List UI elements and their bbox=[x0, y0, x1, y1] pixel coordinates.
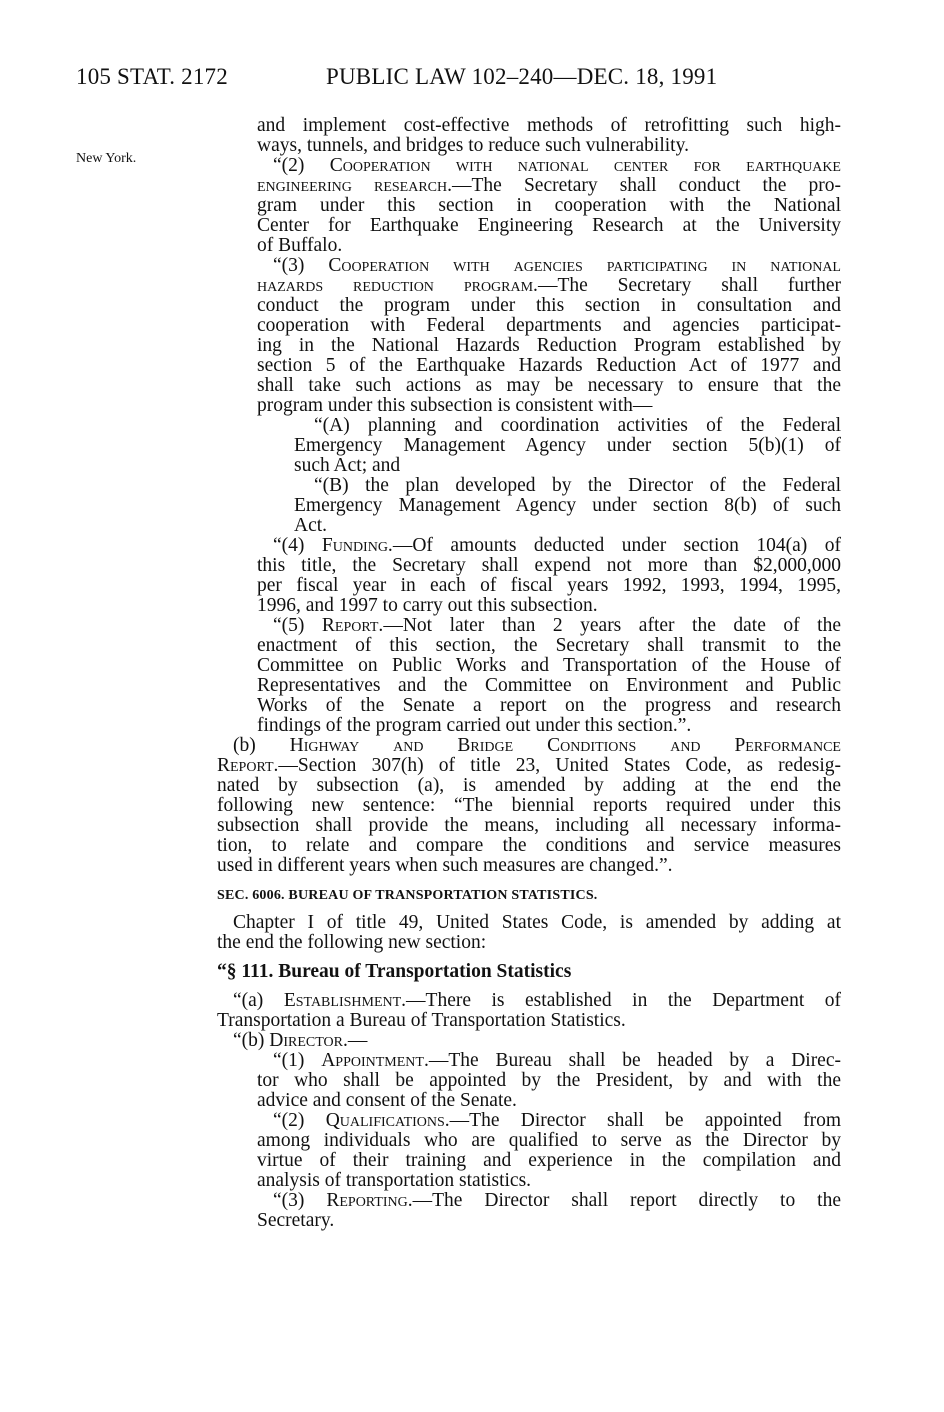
text-line bbox=[294, 516, 327, 536]
text-run: “(2) bbox=[273, 156, 330, 176]
text-line bbox=[273, 1051, 841, 1071]
text-line bbox=[257, 396, 652, 416]
text-run: gram under this section in cooperation with the National bbox=[257, 196, 841, 216]
text-run: “§ 111. Bureau of Transportation Statistics bbox=[217, 961, 572, 982]
text-line bbox=[294, 496, 841, 516]
text-line bbox=[217, 836, 841, 856]
text-run: Secretary. bbox=[257, 1210, 335, 1231]
text-run: nated by subsection (a), is amended by adding at the end the bbox=[217, 776, 841, 796]
text-run: per fiscal year in each of fiscal years 1992, 1993, 1994, 1995, bbox=[257, 576, 841, 596]
text-line bbox=[257, 1171, 531, 1191]
small-caps-heading: Qualifications. bbox=[325, 1111, 450, 1131]
small-caps-heading: Appointment. bbox=[321, 1051, 429, 1071]
text-line bbox=[257, 636, 841, 656]
text-run: program under this subsection is consistent with— bbox=[257, 395, 653, 416]
text-run: the end the following new section: bbox=[217, 932, 487, 953]
text-line bbox=[257, 1211, 334, 1231]
text-run: tion, to relate and compare the conditions and service measures bbox=[217, 836, 841, 856]
text-run: — bbox=[347, 1030, 368, 1051]
text-run: ways, tunnels, and bridges to reduce such vulnerability. bbox=[257, 135, 689, 156]
text-run: “(3) bbox=[273, 1191, 327, 1211]
small-caps-heading: engineering research. bbox=[257, 176, 453, 196]
text-run: used in different years when such measures are changed.”. bbox=[217, 855, 673, 876]
text-run: findings of the program carried out under this section.”. bbox=[257, 715, 692, 736]
text-run: conduct the program under this section in consultation and bbox=[257, 296, 841, 316]
margin-note: New York. bbox=[76, 151, 137, 166]
text-run: this title, the Secretary shall expend not more than $2,000,000 bbox=[257, 556, 841, 576]
text-run: among individuals who are qualified to serve as the Director by bbox=[257, 1131, 841, 1151]
text-line bbox=[273, 256, 841, 276]
text-line bbox=[314, 476, 841, 496]
text-line bbox=[233, 736, 841, 756]
text-line bbox=[257, 1091, 517, 1111]
text-line bbox=[217, 856, 673, 876]
text-run: Emergency Management Agency under section 5(b)(1) of bbox=[294, 436, 841, 456]
text-run: “(3) bbox=[273, 256, 329, 276]
text-run: —The Secretary shall conduct the pro- bbox=[452, 176, 841, 196]
text-line bbox=[257, 116, 841, 136]
text-run: of Buffalo. bbox=[257, 235, 343, 256]
text-run: Chapter I of title 49, United States Code, is amended by adding at bbox=[233, 913, 841, 933]
small-caps-heading: Reporting. bbox=[326, 1191, 413, 1211]
small-caps-heading: Report. bbox=[217, 756, 279, 776]
small-caps-heading: Cooperation with national center for earthquake bbox=[329, 156, 841, 176]
text-line bbox=[257, 1131, 841, 1151]
text-line bbox=[273, 1191, 841, 1211]
text-run: Representatives and the Committee on Environment and Public bbox=[257, 676, 841, 696]
text-line bbox=[257, 556, 841, 576]
small-caps-heading: Highway and Bridge Conditions and Performance bbox=[289, 736, 841, 756]
text-run: Works of the Senate a report on the progress and research bbox=[257, 696, 841, 716]
text-line bbox=[217, 1011, 626, 1031]
text-line bbox=[294, 436, 841, 456]
text-run: analysis of transportation statistics. bbox=[257, 1170, 532, 1191]
text-run: SEC. 6006. BUREAU OF TRANSPORTATION STATISTICS. bbox=[217, 888, 598, 903]
text-run: tor who shall be appointed by the President, by and with the bbox=[257, 1071, 841, 1091]
text-run: “(b) bbox=[233, 1030, 270, 1051]
text-run: following new sentence: “The biennial reports required under this bbox=[217, 796, 841, 816]
text-line bbox=[257, 656, 841, 676]
text-line bbox=[257, 196, 841, 216]
text-run: —The Director shall be appointed from bbox=[449, 1111, 841, 1131]
text-run: Committee on Public Works and Transportation of the House of bbox=[257, 656, 841, 676]
text-line bbox=[257, 696, 841, 716]
running-head: PUBLIC LAW 102–240—DEC. 18, 1991 bbox=[326, 64, 718, 89]
text-line bbox=[217, 776, 841, 796]
text-run: —There is established in the Department of bbox=[406, 991, 841, 1011]
text-line bbox=[257, 216, 841, 236]
text-line bbox=[273, 616, 841, 636]
text-line bbox=[273, 156, 841, 176]
text-line bbox=[257, 296, 841, 316]
text-run: “(1) bbox=[273, 1051, 322, 1071]
text-line bbox=[257, 1151, 841, 1171]
text-line bbox=[273, 1111, 841, 1131]
text-run: and implement cost-effective methods of retrofitting such high- bbox=[257, 116, 841, 136]
page-number: 105 STAT. 2172 bbox=[76, 64, 228, 89]
text-run: (b) bbox=[233, 736, 290, 756]
text-line bbox=[257, 136, 689, 156]
text-run: —Of amounts deducted under section 104(a) of bbox=[392, 536, 841, 556]
text-line bbox=[233, 913, 841, 933]
text-run: Act. bbox=[294, 515, 328, 536]
text-line bbox=[257, 716, 691, 736]
text-line bbox=[217, 756, 841, 776]
small-caps-heading: Establishment. bbox=[283, 991, 407, 1011]
text-line bbox=[257, 596, 598, 616]
text-run: Transportation a Bureau of Transportation Statistics. bbox=[217, 1010, 626, 1031]
small-caps-heading: Funding. bbox=[321, 536, 393, 556]
text-line bbox=[217, 933, 486, 953]
text-line bbox=[257, 356, 841, 376]
small-caps-heading: hazards reduction program. bbox=[257, 276, 538, 296]
text-run: —Section 307(h) of title 23, United States Code, as redesig- bbox=[278, 756, 841, 776]
text-run: “(5) bbox=[273, 616, 322, 636]
text-run: Center for Earthquake Engineering Research at the University bbox=[257, 216, 841, 236]
text-line bbox=[257, 376, 841, 396]
text-run: virtue of their training and experience in the compilation and bbox=[257, 1151, 841, 1171]
text-run: subsection shall provide the means, including all necessary informa- bbox=[217, 816, 841, 836]
text-line bbox=[257, 336, 841, 356]
text-run: —The Director shall report directly to the bbox=[412, 1191, 841, 1211]
text-run: —Not later than 2 years after the date of the bbox=[383, 616, 841, 636]
text-run: enactment of this section, the Secretary shall transmit to the bbox=[257, 636, 841, 656]
text-line bbox=[257, 276, 841, 296]
text-run: 1996, and 1997 to carry out this subsection. bbox=[257, 595, 598, 616]
text-run: —The Bureau shall be headed by a Direc- bbox=[428, 1051, 841, 1071]
text-line bbox=[257, 576, 841, 596]
text-line bbox=[217, 816, 841, 836]
text-run: Emergency Management Agency under section 8(b) of such bbox=[294, 496, 841, 516]
text-line bbox=[233, 991, 841, 1011]
text-run: such Act; and bbox=[294, 455, 401, 476]
section-title bbox=[217, 962, 571, 982]
text-run: “(B) the plan developed by the Director of the Federal bbox=[314, 476, 841, 496]
text-run: section 5 of the Earthquake Hazards Reduction Act of 1977 and bbox=[257, 356, 841, 376]
text-run: —The Secretary shall further bbox=[537, 276, 841, 296]
text-run: “(2) bbox=[273, 1111, 326, 1131]
text-run: “(A) planning and coordination activities of the Federal bbox=[314, 416, 841, 436]
text-run: shall take such actions as may be necessary to ensure that the bbox=[257, 376, 841, 396]
text-line bbox=[233, 1031, 367, 1051]
small-caps-heading: Report. bbox=[321, 616, 384, 636]
text-line bbox=[257, 316, 841, 336]
text-line bbox=[257, 1071, 841, 1091]
section-heading bbox=[217, 886, 598, 906]
small-caps-heading: Cooperation with agencies participating in national bbox=[328, 256, 841, 276]
text-line bbox=[217, 796, 841, 816]
text-run: “(4) bbox=[273, 536, 322, 556]
text-run: ing in the National Hazards Reduction Program established by bbox=[257, 336, 841, 356]
text-line bbox=[257, 236, 342, 256]
text-run: advice and consent of the Senate. bbox=[257, 1090, 517, 1111]
text-run: cooperation with Federal departments and agencies participat- bbox=[257, 316, 841, 336]
text-line bbox=[273, 536, 841, 556]
text-line bbox=[257, 676, 841, 696]
text-line bbox=[257, 176, 841, 196]
text-line bbox=[314, 416, 841, 436]
text-line bbox=[294, 456, 400, 476]
text-run: “(a) bbox=[233, 991, 284, 1011]
small-caps-heading: Director. bbox=[269, 1030, 348, 1051]
